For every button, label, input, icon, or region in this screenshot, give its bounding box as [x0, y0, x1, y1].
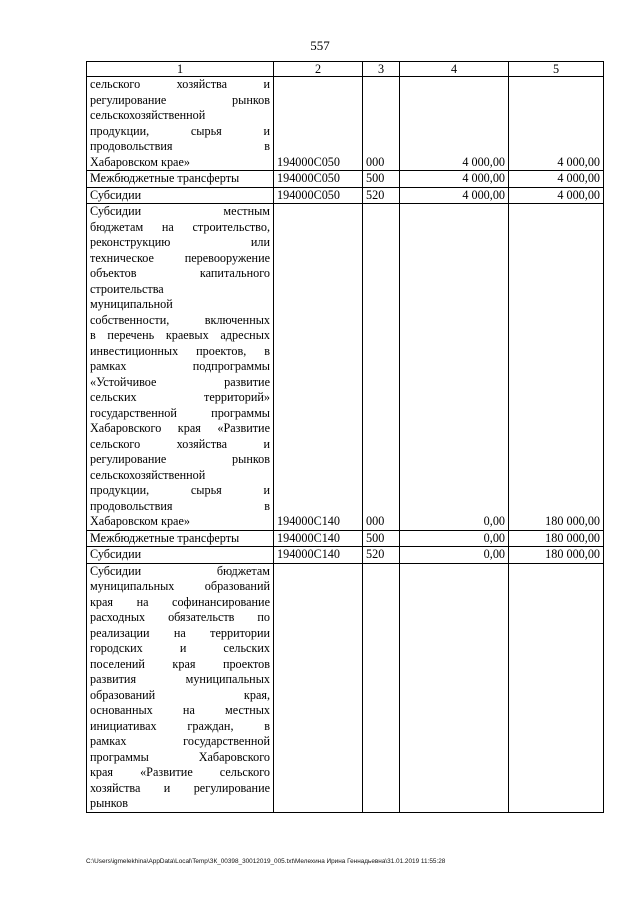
- row-name-cell: [87, 187, 274, 204]
- row-name-line: техническое перевооружение: [90, 250, 270, 265]
- row-type-cell: 520: [363, 547, 400, 564]
- table-header-row: [87, 62, 604, 77]
- row-type-cell: 000: [363, 204, 400, 531]
- row-value-1-cell: 0,00: [400, 547, 509, 564]
- row-name-line: бюджетам на строительство,: [90, 219, 270, 234]
- row-name-line: регулирование рынков: [90, 452, 270, 466]
- row-name-line: образований края,: [90, 687, 270, 702]
- row-value-1-cell: 4 000,00: [400, 171, 509, 188]
- row-name-line: поселений края проектов: [90, 656, 270, 671]
- row-name-cell: [87, 204, 274, 531]
- table-row: [87, 204, 604, 531]
- row-code-cell: 194000С050: [274, 77, 363, 171]
- row-name-cell: [87, 171, 274, 188]
- header-cell-4: 4: [400, 62, 509, 77]
- row-name-line: объектов капитального: [90, 266, 270, 280]
- row-type-cell: 520: [363, 187, 400, 204]
- row-name-line: края «Развитие сельского: [90, 765, 270, 779]
- row-name-line: реконструкцию или: [90, 235, 270, 249]
- row-value-1-cell: 0,00: [400, 204, 509, 531]
- row-name-line: Субсидии бюджетам: [90, 563, 270, 578]
- row-value-2-cell: 180 000,00: [509, 547, 604, 564]
- row-name-line: «Устойчивое развитие: [90, 374, 270, 389]
- row-name-line: продукции, сырья и: [90, 123, 270, 138]
- row-code-cell: [274, 563, 363, 812]
- row-name-line: реализации на территории: [90, 625, 270, 640]
- row-type-cell: 000: [363, 77, 400, 171]
- table-row: [87, 563, 604, 812]
- row-name-line: Межбюджетные трансферты: [90, 530, 240, 545]
- row-code-cell: 194000С050: [274, 187, 363, 204]
- row-value-2-cell: 4 000,00: [509, 171, 604, 188]
- table-row: [87, 77, 604, 171]
- row-name-cell: [87, 77, 274, 171]
- row-name-line: сельского хозяйства и: [90, 436, 270, 451]
- row-name-line: муниципальной: [90, 297, 173, 311]
- table-row: [87, 171, 604, 188]
- row-name-line: программы Хабаровского: [90, 749, 270, 764]
- row-name-line: государственной программы: [90, 405, 270, 420]
- header-cell-3: 3: [363, 62, 400, 77]
- row-value-1-cell: [400, 563, 509, 812]
- row-value-2-cell: 4 000,00: [509, 77, 604, 171]
- row-name-cell: [87, 547, 274, 564]
- row-name-line: инициативах граждан, в: [90, 718, 270, 733]
- row-name-line: городских и сельских: [90, 641, 270, 655]
- header-cell-1: 1: [87, 62, 274, 77]
- header-cell-2: 2: [274, 62, 363, 77]
- row-name-line: развития муниципальных: [90, 672, 270, 686]
- row-name-line: расходных обязательств по: [90, 610, 270, 624]
- row-name-line: Хабаровском крае»: [90, 514, 190, 528]
- row-name-line: хозяйства и регулирование: [90, 780, 270, 795]
- row-name-cell: [87, 530, 274, 547]
- row-name-line: края на софинансирование: [90, 594, 270, 609]
- row-name-line: Хабаровского края «Развитие: [90, 421, 270, 435]
- row-name-line: муниципальных образований: [90, 579, 270, 593]
- row-name-line: собственности, включенных: [90, 312, 270, 327]
- budget-table: [86, 61, 604, 813]
- row-name-line: основанных на местных: [90, 703, 270, 717]
- row-value-1-cell: 4 000,00: [400, 77, 509, 171]
- row-value-2-cell: 180 000,00: [509, 530, 604, 547]
- row-name-line: Хабаровском крае»: [90, 154, 190, 169]
- row-name-line: продовольствия в: [90, 498, 270, 513]
- row-type-cell: 500: [363, 171, 400, 188]
- row-code-cell: 194000С140: [274, 530, 363, 547]
- row-name-line: Субсидии: [90, 547, 142, 561]
- row-value-2-cell: [509, 563, 604, 812]
- row-name-line: Субсидии местным: [90, 204, 270, 218]
- row-type-cell: [363, 563, 400, 812]
- row-name-line: продукции, сырья и: [90, 483, 270, 497]
- row-name-line: рамках государственной: [90, 734, 270, 748]
- row-name-line: сельскохозяйственной: [90, 467, 206, 482]
- row-name-line: сельских территорий»: [90, 390, 270, 404]
- row-value-1-cell: 4 000,00: [400, 187, 509, 204]
- row-name-line: Субсидии: [90, 187, 142, 202]
- row-name-line: сельского хозяйства и: [90, 77, 270, 91]
- row-name-line: сельскохозяйственной: [90, 108, 206, 122]
- row-name-cell: [87, 563, 274, 812]
- row-value-2-cell: 4 000,00: [509, 187, 604, 204]
- row-type-cell: 500: [363, 530, 400, 547]
- row-value-1-cell: 0,00: [400, 530, 509, 547]
- page-number: 557: [310, 38, 330, 53]
- row-name-line: инвестиционных проектов, в: [90, 343, 270, 358]
- row-name-line: Межбюджетные трансферты: [90, 171, 240, 185]
- row-name-line: продовольствия в: [90, 139, 270, 153]
- table-row: [87, 547, 604, 564]
- row-code-cell: 194000С050: [274, 171, 363, 188]
- row-code-cell: 194000С140: [274, 547, 363, 564]
- footer-file-path: C:\Users\igmelekhina\AppData\Local\Temp\ЗК_00398_30012019_005.txt\Мелехина Ирина Геннадьевна\31.01.2019 11:55:28: [86, 858, 446, 865]
- table-row: [87, 530, 604, 547]
- header-cell-5: 5: [509, 62, 604, 77]
- row-name-line: рынков: [90, 796, 128, 810]
- row-name-line: рамках подпрограммы: [90, 359, 270, 373]
- table-row: [87, 187, 604, 204]
- row-name-line: в перечень краевых адресных: [90, 328, 270, 342]
- row-name-line: строительства: [90, 281, 164, 296]
- row-code-cell: 194000С140: [274, 204, 363, 531]
- row-name-line: регулирование рынков: [90, 92, 270, 107]
- row-value-2-cell: 180 000,00: [509, 204, 604, 531]
